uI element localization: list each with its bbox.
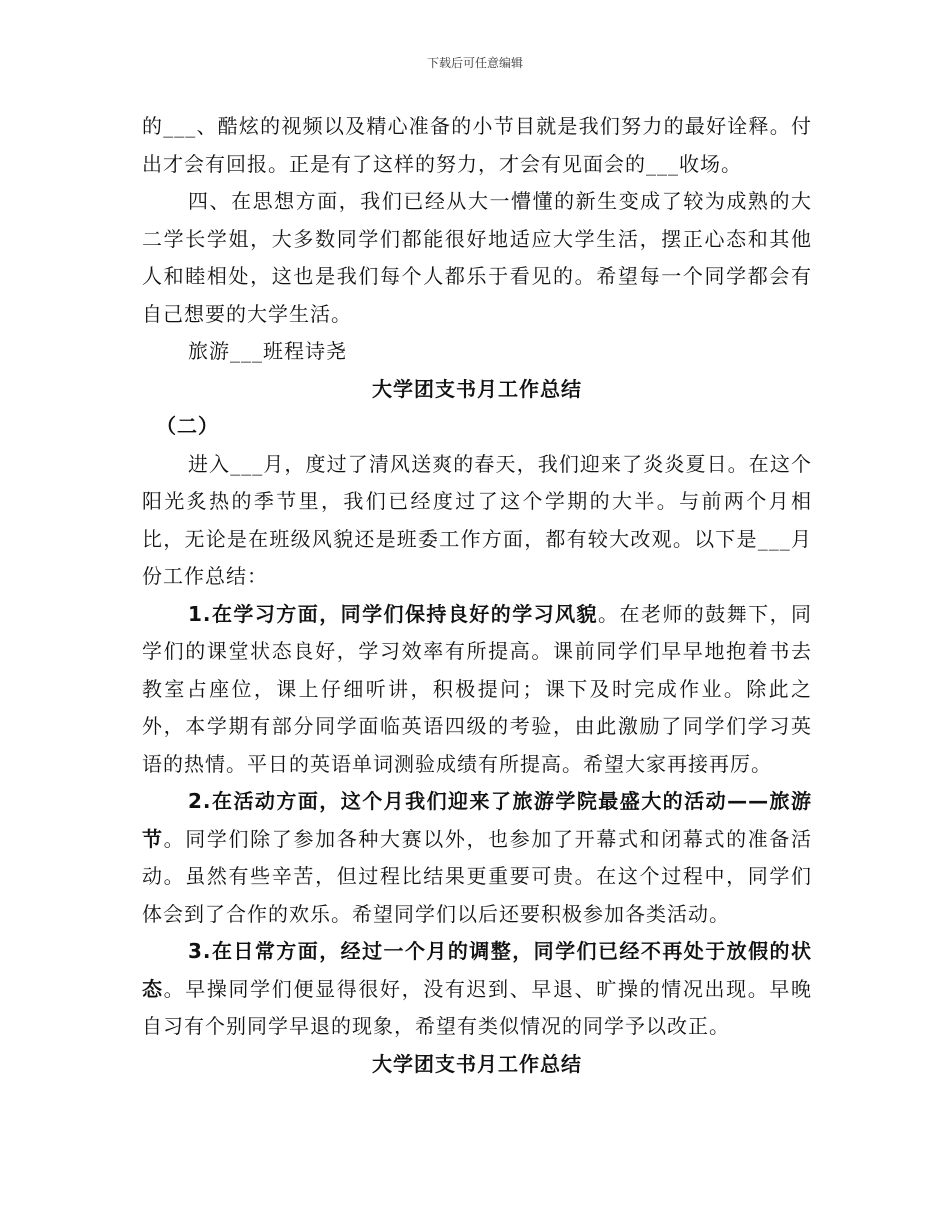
activity-text: 。同学们除了参加各种大赛以外，也参加了开幕式和闭幕式的准备活动。虽然有些辛苦，但过程比结果更重要可贵。在这个过程中，同学们体会到了合作的欢乐。希望同学们以后还要积极参加各类活动。 [142, 826, 813, 926]
section-subtitle: （二） [156, 414, 219, 438]
signature-line: 旅游___班程诗尧 [188, 339, 347, 363]
paragraph-thought: 四、在思想方面，我们已经从大一懵懂的新生变成了较为成熟的大二学长学姐，大多数同学们都能很好地适应大学生活，摆正心态和其他人和睦相处，这也是我们每个人都乐于看见的。希望每一个同学都会有自己想要的大学生活。 [142, 189, 812, 326]
study-text: 。在老师的鼓舞下，同学们的课堂状态良好，学习效率有所提高。课前同学们早早地抱着书去教室占座位，课上仔细听讲，积极提问；课下及时完成作业。除此之外，本学期有部分同学面临英语四级的考验，由此激励了同学们学习英语的热情。平日的英语单词测验成绩有所提高。希望大家再接再厉。 [142, 601, 813, 776]
activity-heading: 2.在活动方面，这个月我们迎来了旅游学院最盛大的活动——旅游节 [142, 789, 812, 851]
paragraph-daily [142, 933, 812, 1046]
section-title: 大学团支书月工作总结 [372, 376, 582, 401]
study-heading: 1.在学习方面，同学们保持良好的学习风貌 [188, 601, 598, 626]
paragraph-continued: 的___、酷炫的视频以及精心准备的小节目就是我们努力的最好诠释。付出才会有回报。正是有了这样的努力，才会有见面会的___收场。 [142, 114, 812, 176]
paragraph-intro: 进入___月，度过了清风送爽的春天，我们迎来了炎炎夏日。在这个阳光炙热的季节里，我们已经度过了这个学期的大半。与前两个月相比，无论是在班级风貌还是班委工作方面，都有较大改观。以下是___月份工作总结： [142, 451, 812, 588]
paragraph-study [142, 596, 812, 784]
paragraph-activity [142, 783, 812, 933]
daily-text: 。早操同学们便显得很好，没有迟到、早退、旷操的情况出现。早晚自习有个别同学早退的现象，希望有类似情况的同学予以改正。 [142, 976, 813, 1038]
daily-heading: 3.在日常方面，经过一个月的调整，同学们已经不再处于放假的状态 [142, 939, 812, 1001]
section-title-2: 大学团支书月工作总结 [372, 1051, 582, 1076]
document-body [142, 108, 812, 1083]
page-header: 下载后可任意编辑 [426, 56, 523, 70]
